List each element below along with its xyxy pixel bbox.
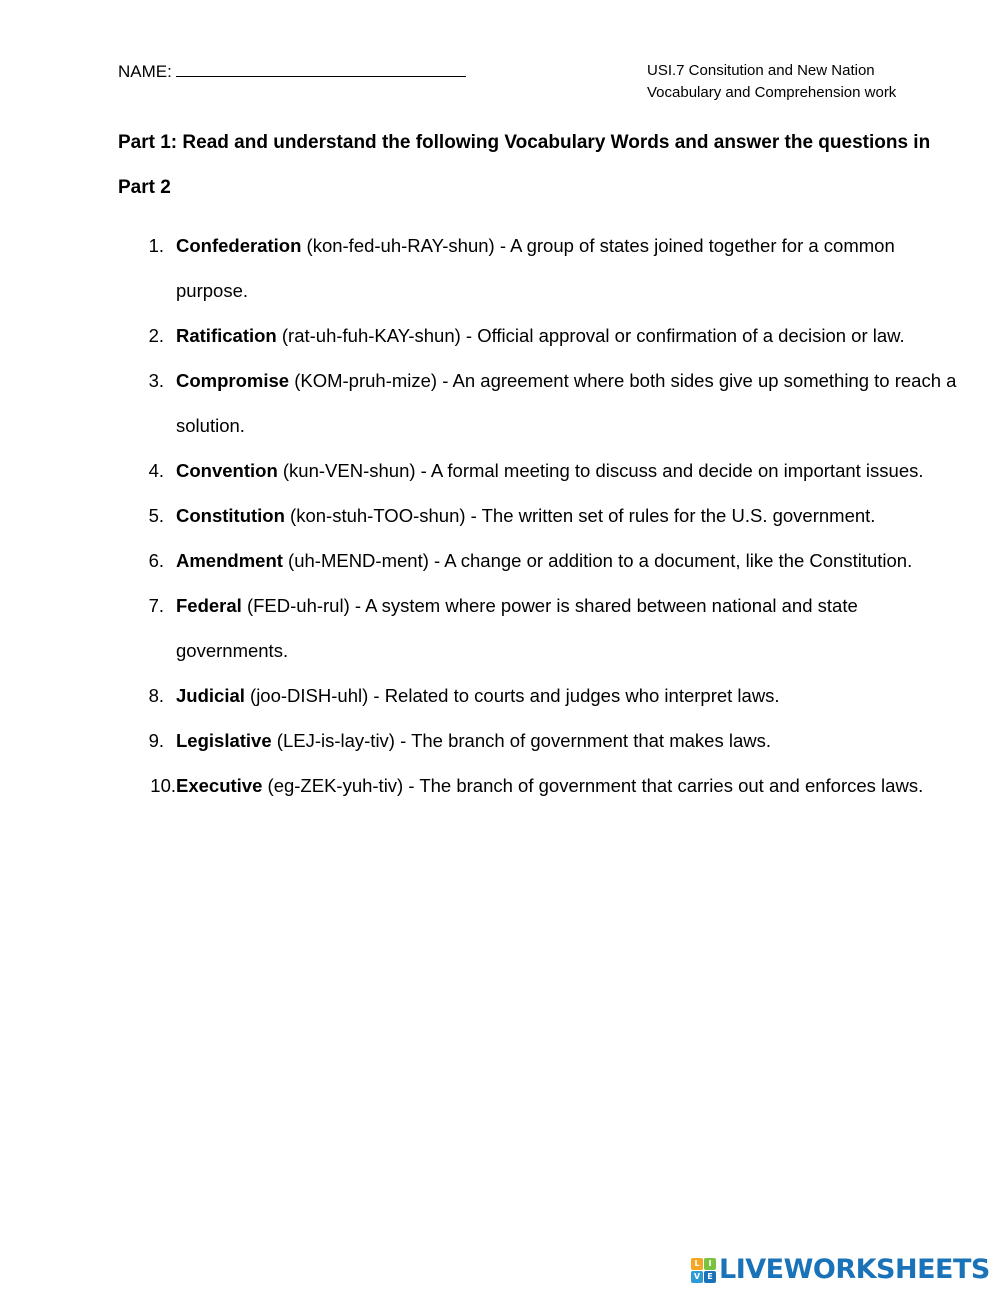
logo-tile-v: V <box>691 1271 703 1283</box>
course-title: USI.7 Consitution and New Nation <box>647 62 875 79</box>
vocab-number: 3. <box>148 370 164 391</box>
logo-tile-i: I <box>704 1258 716 1270</box>
vocab-definition: (KOM-pruh-mize) - An agreement where both sides give up something to reach a solution. <box>176 370 957 436</box>
vocab-number: 1. <box>148 235 164 256</box>
vocab-term: Federal <box>176 595 242 616</box>
vocab-definition: (LEJ-is-lay-tiv) - The branch of government that makes laws. <box>271 730 771 751</box>
course-header <box>647 60 896 104</box>
vocab-number: 4. <box>148 460 164 481</box>
vocab-definition: (kon-fed-uh-RAY-shun) - A group of states joined together for a common purpose. <box>176 235 895 301</box>
logo-tile-l: L <box>691 1258 703 1270</box>
vocab-definition: (kon-stuh-TOO-shun) - The written set of rules for the U.S. government. <box>284 505 876 526</box>
vocab-number: 8. <box>148 685 164 706</box>
vocab-number: 6. <box>148 550 164 571</box>
vocab-item <box>118 313 958 358</box>
liveworksheets-logo-icon <box>691 1258 716 1283</box>
vocab-definition: (eg-ZEK-yuh-tiv) - The branch of government that carries out and enforces laws. <box>262 775 924 796</box>
vocab-number: 10. <box>150 775 176 796</box>
vocab-item <box>118 448 958 493</box>
vocab-term: Amendment <box>176 550 283 571</box>
vocab-item <box>118 673 958 718</box>
vocab-term: Compromise <box>176 370 290 391</box>
vocab-number: 5. <box>148 505 164 526</box>
vocab-term: Constitution <box>176 505 285 526</box>
vocab-definition: (joo-DISH-uhl) - Related to courts and judges who interpret laws. <box>244 685 780 706</box>
part1-heading: Part 1: Read and understand the following Vocabulary Words and answer the questions in Part 2 <box>118 132 931 198</box>
vocab-item <box>118 763 958 808</box>
vocabulary-list <box>118 223 958 808</box>
vocab-term: Executive <box>176 775 263 796</box>
name-blank-line[interactable] <box>176 60 466 77</box>
name-label: NAME: <box>118 62 172 81</box>
vocab-item <box>118 718 958 763</box>
vocab-item <box>118 583 958 673</box>
logo-tile-e: E <box>704 1271 716 1283</box>
vocab-item <box>118 223 958 313</box>
name-field-row <box>118 60 466 83</box>
vocab-item <box>118 493 958 538</box>
vocab-term: Ratification <box>176 325 277 346</box>
vocab-definition: (kun-VEN-shun) - A formal meeting to discuss and decide on important issues. <box>277 460 924 481</box>
vocab-number: 9. <box>148 730 164 751</box>
course-subtitle: Vocabulary and Comprehension work <box>647 84 897 101</box>
vocab-term: Legislative <box>176 730 272 751</box>
vocab-term: Confederation <box>176 235 302 256</box>
vocab-item <box>118 358 958 448</box>
vocab-definition: (FED-uh-rul) - A system where power is shared between national and state governments. <box>176 595 858 661</box>
vocab-number: 7. <box>148 595 164 616</box>
vocab-term: Judicial <box>176 685 245 706</box>
vocab-term: Convention <box>176 460 278 481</box>
logo-text: LIVEWORKSHEETS <box>719 1254 990 1285</box>
vocab-definition: (uh-MEND-ment) - A change or addition to a document, like the Constitution. <box>282 550 913 571</box>
vocab-definition: (rat-uh-fuh-KAY-shun) - Official approval or confirmation of a decision or law. <box>276 325 905 346</box>
vocab-number: 2. <box>148 325 164 346</box>
vocab-item <box>118 538 958 583</box>
liveworksheets-logo <box>691 1254 990 1286</box>
